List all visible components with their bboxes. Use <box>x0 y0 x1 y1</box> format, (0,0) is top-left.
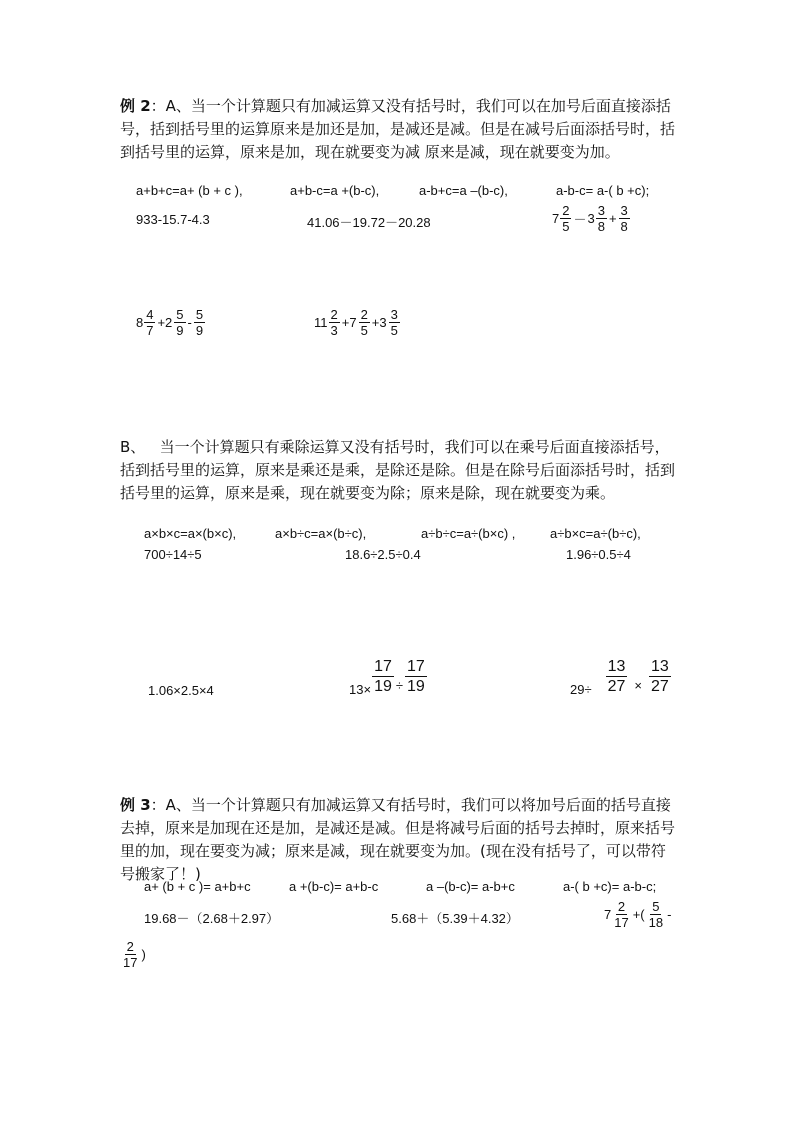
rule-mul-3: a÷b÷c=a÷(b×c) , <box>421 526 516 541</box>
fraction: $\frac{5}{9}$ <box>195 307 204 338</box>
exercise-18-6: 18.6÷2.5÷0.4 <box>345 547 421 562</box>
rule-add-4: a-b-c= a-( b +c); <box>556 183 650 198</box>
rule-remove-3: a –(b-c)= a-b+c <box>426 879 515 894</box>
example2-partB-text: 当一个计算题只有乘除运算又没有括号时，我们可以在乘号后面直接添括号，括到括号里的运算，原来是乘还是乘，是除还是除。但是在除号后面添括号时，括到括号里的运算，原来是乘，现在就要变为除；原来是除，现在就要变为乘。 <box>120 438 676 502</box>
operator: +7 <box>341 315 357 330</box>
operator: +3 <box>371 315 387 330</box>
fraction: $\frac{2}{5}$ <box>562 203 570 234</box>
operator: + <box>608 211 617 226</box>
example2-partA-text: ：A、当一个计算题只有加减运算又没有括号时，我们可以在加号后面直接添括号，括到括号里的运算原来是加还是加，是减还是减。但是在减号后面添括号时，括到括号里的运算，原来是加，现在就要变为减 原来是减，现在就要变为加。 <box>120 97 676 161</box>
exercise-933: 933-15.7-4.3 <box>136 212 210 227</box>
whole-number: 29÷ <box>570 681 592 697</box>
whole-number: 8 <box>136 315 144 330</box>
rule-remove-1: a+ (b + c )= a+b+c <box>144 879 251 894</box>
fraction: $\frac{3}{8}$ <box>597 203 605 234</box>
example3-partA-text: ：A、当一个计算题只有加减运算又有括号时，我们可以将加号后面的括号直接去掉，原来是加现在还是加，是减还是减。但是将减号后面的括号去掉时，原来括号里的加，现在要变为减；原来是减，现在就要变为加。(现在没有括号了，可以带符号搬家了！) <box>120 796 676 883</box>
exercise-mixed-fraction-7 <box>604 899 672 930</box>
rule-add-2: a+b-c=a +(b-c), <box>290 183 380 198</box>
example2-partB-paragraph <box>120 436 680 505</box>
exercise-mixed-fraction-3 <box>314 307 401 338</box>
example3-partA-paragraph <box>120 794 680 886</box>
operator: - <box>667 907 672 922</box>
operator: － <box>573 212 587 227</box>
operator: +( <box>632 907 645 922</box>
rule-mul-4: a÷b×c=a÷(b÷c), <box>550 526 641 541</box>
fraction: $\frac{2}{17}$ <box>614 899 629 930</box>
exercise-mixed-fraction-1 <box>552 203 631 234</box>
example2-partA-paragraph <box>120 95 680 164</box>
fraction: $\frac{13}{27}$ <box>607 658 626 695</box>
operator: × <box>634 677 642 693</box>
exercise-700: 700÷14÷5 <box>144 547 202 562</box>
whole-number: 3 <box>587 211 595 226</box>
rule-mul-1: a×b×c=a×(b×c), <box>144 526 237 541</box>
exercise-19-68: 19.68－（2.68＋2.97） <box>144 911 280 926</box>
rule-remove-2: a +(b-c)= a+b-c <box>289 879 379 894</box>
fraction: $\frac{2}{5}$ <box>360 307 368 338</box>
operator: - <box>187 315 192 330</box>
fraction: $\frac{5}{18}$ <box>648 899 664 930</box>
operator: +2 <box>157 315 173 330</box>
fraction: $\frac{5}{9}$ <box>176 307 184 338</box>
fraction: $\frac{2}{17}$ <box>123 939 138 970</box>
fraction: $\frac{3}{5}$ <box>390 307 398 338</box>
fraction: $\frac{3}{8}$ <box>620 203 628 234</box>
exercise-5-68: 5.68＋（5.39＋4.32） <box>391 911 519 926</box>
exercise-41-06: 41.06－19.72－20.28 <box>307 215 431 230</box>
fraction: $\frac{17}{19}$ <box>374 658 392 695</box>
whole-number: 11 <box>314 315 328 330</box>
whole-number: 13× <box>349 681 372 697</box>
exercise-1-96: 1.96÷0.5÷4 <box>566 547 631 562</box>
rule-mul-2: a×b÷c=a×(b÷c), <box>275 526 367 541</box>
whole-number: 7 <box>552 211 560 226</box>
rule-add-1: a+b+c=a+ (b + c ), <box>136 183 243 198</box>
fraction: $\frac{4}{7}$ <box>146 307 154 338</box>
exercise-mixed-fraction-7-continued <box>120 939 147 970</box>
exercise-fraction-29 <box>570 657 672 697</box>
fraction: $\frac{13}{27}$ <box>651 658 669 695</box>
fraction: $\frac{2}{3}$ <box>330 307 338 338</box>
rule-remove-4: a-( b +c)= a-b-c; <box>563 879 657 894</box>
fraction: $\frac{17}{19}$ <box>407 658 425 695</box>
closing-parenthesis: ) <box>141 947 146 962</box>
operator: ÷ <box>395 677 403 693</box>
exercise-1-06: 1.06×2.5×4 <box>148 683 214 698</box>
exercise-fraction-13 <box>349 657 428 697</box>
whole-number: 7 <box>604 907 612 922</box>
example2-label: 例 2 <box>120 97 151 115</box>
exercise-mixed-fraction-2 <box>136 307 206 338</box>
rule-add-3: a-b+c=a –(b-c), <box>419 183 508 198</box>
example3-label: 例 3 <box>120 796 151 814</box>
example2-partB-label: B、 <box>120 438 146 456</box>
